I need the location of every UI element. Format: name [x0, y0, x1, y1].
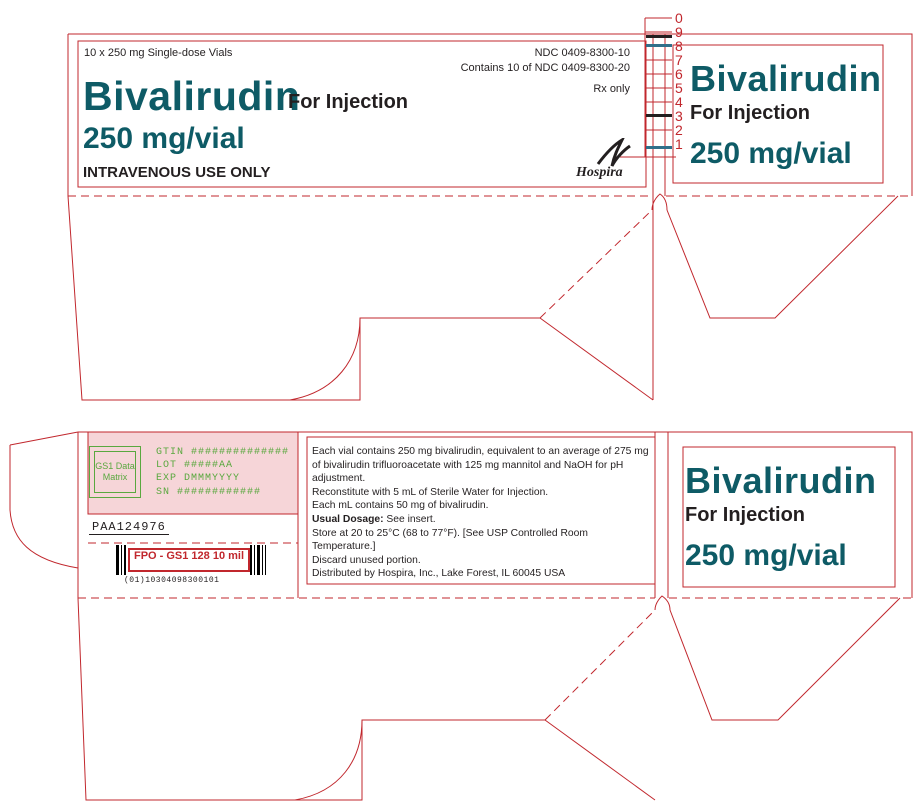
hospira-logo [572, 138, 636, 184]
description-line: Each vial contains 250 mg bivalirudin, equivalent to an average of 275 mg of bivalirudin trifluoroacetate with 125 mg mannitol and NaOH for pH adjustment. [312, 446, 649, 485]
description-text [312, 445, 654, 581]
scale-number-1: 1 [675, 136, 683, 152]
gs1-data-matrix [89, 446, 141, 498]
description-line: Reconstitute with 5 mL of Sterile Water for Injection. [312, 486, 549, 498]
scale-number-6: 6 [675, 66, 683, 82]
description-line: Distributed by Hospira, Inc., Lake Forest, IL 60045 USA [312, 568, 566, 580]
usual-dosage-line [312, 513, 654, 527]
scale-number-5: 5 [675, 80, 683, 96]
scale-number-2: 2 [675, 122, 683, 138]
strength: 250 mg/vial [83, 122, 245, 155]
gs1-matrix-label: GS1 Data Matrix [95, 461, 135, 482]
rx-only: Rx only [593, 83, 630, 95]
ndc-number: NDC 0409-8300-10 [534, 47, 630, 59]
exp-field: EXP DMMMYYYY [156, 473, 241, 484]
for-injection: For Injection [288, 91, 408, 113]
hospira-wordmark: Hospira [576, 165, 623, 180]
side-strength: 250 mg/vial [690, 137, 852, 170]
barcode [116, 545, 266, 575]
gtin-field: GTIN ############## [156, 447, 290, 458]
side-brand-name: Bivalirudin [690, 58, 882, 99]
brand-name: Bivalirudin [83, 73, 301, 119]
scale-number-4: 4 [675, 94, 683, 110]
contains-ndc: Contains 10 of NDC 0409-8300-20 [460, 62, 630, 74]
scale-number-8: 8 [675, 38, 683, 54]
description-line: Store at 20 to 25°C (68 to 77°F). [See USP Controlled Room Temperature.] [312, 527, 588, 553]
scale-number-7: 7 [675, 52, 683, 68]
hospira-mark-icon [594, 138, 634, 168]
route-of-administration: INTRAVENOUS USE ONLY [83, 164, 271, 181]
usual-dosage-text: See insert. [386, 513, 436, 525]
usual-dosage-label: Usual Dosage: [312, 513, 384, 525]
bottom-side-for-injection: For Injection [685, 504, 805, 526]
sn-field: SN ############ [156, 487, 262, 498]
side-for-injection: For Injection [690, 102, 810, 124]
bottom-side-strength: 250 mg/vial [685, 539, 847, 572]
bottom-side-brand-name: Bivalirudin [685, 460, 877, 501]
description-line: Each mL contains 50 mg of bivalirudin. [312, 500, 489, 512]
package-count: 10 x 250 mg Single-dose Vials [84, 47, 233, 59]
barcode-number: (01)10304098300101 [124, 576, 220, 585]
barcode-fpo-label: FPO - GS1 128 10 mil [133, 550, 245, 562]
scale-number-3: 3 [675, 108, 683, 124]
description-line: Discard unused portion. [312, 554, 421, 566]
product-code: PAA124976 [89, 520, 169, 535]
lot-field: LOT #####AA [156, 460, 234, 471]
scale-number-0: 0 [675, 10, 683, 26]
scale-number-9: 9 [675, 24, 683, 40]
